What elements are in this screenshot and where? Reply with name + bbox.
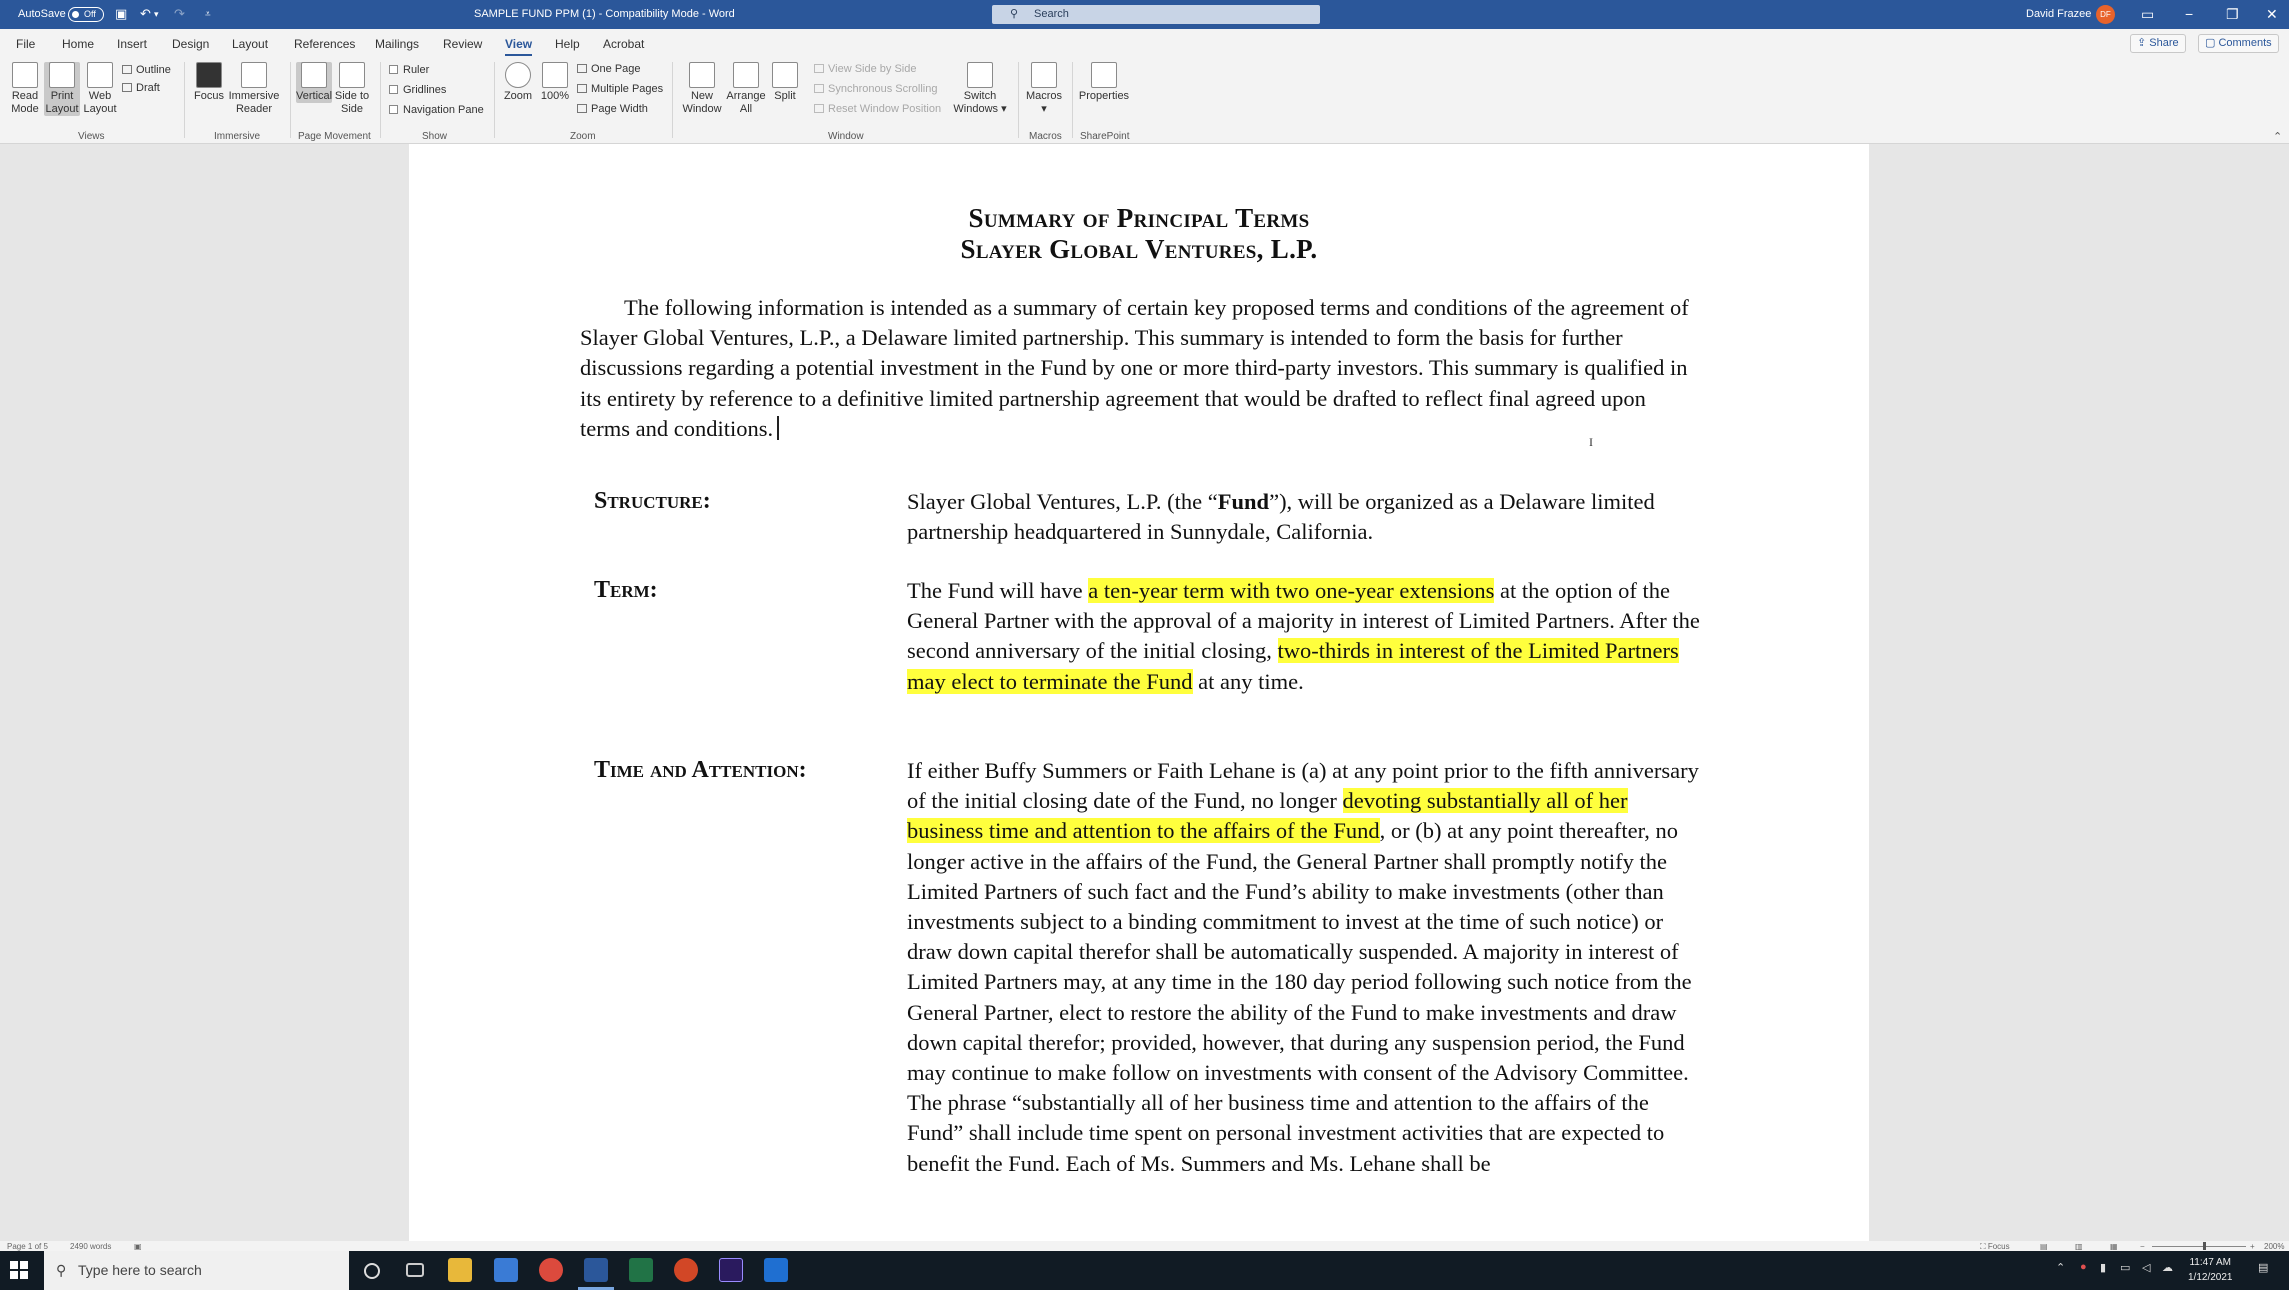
avatar[interactable]: DF (2096, 5, 2115, 24)
tab-acrobat[interactable]: Acrobat (603, 37, 645, 51)
focus-icon (196, 62, 222, 88)
magnifier-icon (505, 62, 531, 88)
zoom-100-button[interactable]: 100% (538, 62, 572, 103)
immersive-reader-button[interactable]: Immersive Reader (228, 62, 280, 116)
gridlines-check (389, 85, 398, 94)
undo-icon[interactable]: ↶ (140, 6, 151, 21)
read-mode-view-icon[interactable]: ▤ (2040, 1242, 2048, 1251)
immersive-reader-icon (241, 62, 267, 88)
zoom-out-icon[interactable]: − (2140, 1242, 2145, 1251)
cloud-icon[interactable]: ☁ (2162, 1262, 2173, 1274)
switch-windows-icon (967, 62, 993, 88)
tab-design[interactable]: Design (172, 37, 210, 51)
taskbar (0, 1251, 2289, 1290)
side-to-side-icon (339, 62, 365, 88)
windows-start-icon[interactable] (10, 1261, 28, 1279)
vertical-icon (301, 62, 327, 88)
excel-icon[interactable] (629, 1258, 653, 1282)
text-cursor (777, 416, 779, 440)
search-icon: ⚲ (1010, 8, 1019, 20)
word-count[interactable]: 2490 words (70, 1242, 112, 1251)
macros-button[interactable]: Macros ▾ (1024, 62, 1064, 116)
group-divider (494, 62, 495, 138)
redo-icon[interactable]: ↷ (174, 6, 185, 21)
highlighted-text: a ten-year term with two one-year extensions (1088, 578, 1495, 603)
gridlines-checkbox[interactable]: Gridlines (389, 84, 446, 96)
autosave-label: AutoSave (18, 8, 66, 20)
navigation-pane-checkbox[interactable]: Navigation Pane (389, 104, 484, 116)
web-layout-view-icon[interactable]: ▦ (2110, 1242, 2118, 1251)
ruler-check (389, 65, 398, 74)
view-side-by-side-icon (814, 64, 824, 73)
one-page-button[interactable]: One Page (577, 63, 641, 75)
read-mode-icon (12, 62, 38, 88)
new-window-button[interactable]: New Window (680, 62, 724, 116)
search-icon: ⚲ (56, 1262, 67, 1278)
mail-icon[interactable] (494, 1258, 518, 1282)
highlighted-text: devoting substantially all of her business time and attention to the affairs of the Fund (907, 788, 1628, 844)
group-divider (1072, 62, 1073, 138)
defined-term-fund: Fund (1217, 489, 1270, 514)
intro-paragraph: The following information is intended as a summary of certain key proposed terms and conditions of the agreement of Slayer Global Ventures, L.P., a Delaware limited partnership. This summary is intended to form the basis for further discussions regarding a potential investment in the Fund by one or more third-party investors. This summary is qualified in its entirety by reference to a definitive limited partnership agreement that would be drafted to reflect final agreed upon terms and conditions. (580, 295, 1689, 441)
outline-button[interactable]: Outline (122, 64, 171, 76)
web-layout-button[interactable]: Web Layout (82, 62, 118, 116)
clock-date: 1/12/2021 (2188, 1272, 2233, 1283)
group-label-zoom: Zoom (570, 131, 596, 142)
multiple-pages-button[interactable]: Multiple Pages (577, 83, 663, 95)
tab-layout[interactable]: Layout (232, 37, 269, 51)
new-window-icon (689, 62, 715, 88)
proofing-icon[interactable]: ▣ (134, 1242, 142, 1251)
group-label-window: Window (828, 131, 864, 142)
system-clock[interactable] (2188, 1255, 2233, 1285)
customize-quick-access-icon[interactable]: ⩡ (205, 9, 211, 20)
reset-window-position-button[interactable]: Reset Window Position (814, 103, 941, 115)
view-side-by-side-button[interactable]: View Side by Side (814, 63, 916, 75)
document-title-line-1: Summary of Principal Terms (968, 203, 1310, 233)
term-body-time-and-attention: If either Buffy Summers or Faith Lehane is (a) at any point prior to the fifth anniversary of the initial closing date of the Fund, no longer devoting substantially all of her business time and attention to the affairs of the Fund, or (b) at any point thereafter, no longer active in the affairs of the Fund, the General Partner shall promptly notify the Limited Partners of such fact and the Fund’s ability to make investments (other than investments subject to a binding commitment to invest at the time of such notice) or draw down capital therefor shall be automatically suspended. A majority in interest of Limited Partners may, at any time in the 180 day period following such notice from the General Partner, elect to restore the ability of the Fund to make investments and draw down capital therefor; provided, however, that during any suspension period, the Fund may continue to make follow on investments with consent of the Advisory Committee. The phrase “substantially all of her business time and attention to the affairs of the Fund” shall include time spent on personal investment activities that are expected to benefit the Fund. Each of Ms. Summers and Ms. Lehane shall be (907, 758, 1699, 1176)
tab-file[interactable]: File (16, 37, 36, 51)
draft-button[interactable]: Draft (122, 82, 160, 94)
synchronous-scrolling-button[interactable]: Synchronous Scrolling (814, 83, 937, 95)
outline-icon (122, 65, 132, 74)
taskbar-search-box[interactable] (44, 1251, 349, 1290)
group-divider (380, 62, 381, 138)
draft-icon (122, 83, 132, 92)
read-mode-button[interactable]: Read Mode (8, 62, 42, 116)
document-canvas[interactable] (0, 144, 2289, 1241)
network-icon[interactable]: ▭ (2120, 1262, 2131, 1274)
page-count[interactable]: Page 1 of 5 (7, 1242, 48, 1251)
focus-button[interactable]: Focus (192, 62, 226, 103)
group-label-page-movement: Page Movement (298, 131, 371, 142)
print-layout-icon (49, 62, 75, 88)
print-layout-button[interactable]: Print Layout (44, 62, 80, 116)
search-box[interactable] (992, 5, 1320, 24)
one-page-icon (577, 64, 587, 73)
title-bar (0, 0, 2289, 29)
switch-windows-button[interactable]: Switch Windows ▾ (950, 62, 1010, 116)
ribbon-display-options-icon[interactable]: ▭ (2141, 6, 2155, 22)
arrange-all-icon (733, 62, 759, 88)
group-label-immersive: Immersive (214, 131, 261, 142)
document-page[interactable] (409, 144, 1869, 1241)
group-label-show: Show (422, 131, 448, 142)
comment-icon: ▢ (2205, 37, 2219, 49)
chevron-down-icon: ▾ (998, 103, 1007, 115)
restore-icon[interactable]: ❐ (2226, 6, 2239, 22)
properties-button[interactable]: Properties (1076, 62, 1132, 103)
tray-chevron-up-icon[interactable]: ⌃ (2056, 1262, 2066, 1274)
close-icon[interactable]: ✕ (2266, 6, 2278, 22)
navigation-pane-check (389, 105, 398, 114)
multiple-pages-icon (577, 84, 587, 93)
term-label-term: Term: (594, 577, 658, 603)
user-name[interactable]: David Frazee (2026, 8, 2092, 20)
term-body-term: The Fund will have a ten-year term with two one-year extensions at the option of the General Partner with the approval of a majority in interest of Limited Partners. After the second anniversary of the initial closing, two-thirds in interest of the Limited Partners may elect to terminate the Fund at any time. (907, 578, 1700, 694)
group-divider (1018, 62, 1019, 138)
save-icon[interactable]: ▣ (115, 6, 128, 21)
file-explorer-icon[interactable] (448, 1258, 472, 1282)
ibeam-cursor-icon: I (1589, 435, 1593, 449)
microphone-icon[interactable]: ▮ (2100, 1262, 2107, 1274)
group-label-sharepoint: SharePoint (1080, 131, 1130, 142)
chrome-icon[interactable] (539, 1258, 563, 1282)
status-bar (0, 1241, 2289, 1251)
taskbar-search-placeholder: Type here to search (78, 1262, 202, 1278)
cortana-icon[interactable] (364, 1263, 380, 1279)
group-divider (184, 62, 185, 138)
term-label-structure: Structure: (594, 488, 711, 514)
search-placeholder: Search (1034, 8, 1069, 20)
side-to-side-button[interactable]: Side to Side (334, 62, 370, 116)
group-label-views: Views (78, 131, 105, 142)
tab-review[interactable]: Review (443, 37, 483, 51)
comments-button[interactable]: ▢ Comments (2198, 34, 2279, 53)
properties-icon (1091, 62, 1117, 88)
focus-icon: ⛶ (1980, 1242, 1988, 1251)
volume-icon[interactable]: ◁ (2142, 1262, 2151, 1274)
ribbon (0, 58, 2289, 144)
tray-app-icon[interactable]: ● (2080, 1261, 2087, 1273)
split-icon (772, 62, 798, 88)
ribbon-tabs (0, 29, 2289, 58)
synchronous-scrolling-icon (814, 84, 824, 93)
zoom-slider[interactable] (2152, 1246, 2246, 1247)
tab-mailings[interactable]: Mailings (375, 37, 420, 51)
word-icon[interactable] (584, 1258, 608, 1282)
autosave-toggle[interactable]: Off (68, 7, 104, 22)
reset-window-position-icon (814, 104, 824, 113)
collapse-ribbon-icon[interactable]: ⌃ (2273, 131, 2283, 143)
undo-dropdown-icon[interactable]: ▾ (154, 9, 159, 19)
tab-references[interactable]: References (294, 37, 356, 51)
highlighted-text: two-thirds in interest of the Limited Partners may elect to terminate the Fund (907, 638, 1679, 694)
powerpoint-icon[interactable] (674, 1258, 698, 1282)
zoom-100-icon (542, 62, 568, 88)
group-divider (290, 62, 291, 138)
group-divider (672, 62, 673, 138)
group-label-macros: Macros (1029, 131, 1062, 142)
tab-view[interactable]: View (505, 37, 533, 51)
document-title: SAMPLE FUND PPM (1) - Compatibility Mode - Word (474, 8, 735, 20)
vertical-button[interactable]: Vertical (296, 62, 332, 103)
zoom-in-icon[interactable]: + (2250, 1242, 2255, 1251)
web-layout-icon (87, 62, 113, 88)
term-body-structure: Slayer Global Ventures, L.P. (the “Fund”), will be organized as a Delaware limited partnership headquartered in Sunnydale, California. (907, 489, 1655, 545)
document-title-line-2: Slayer Global Ventures, L.P. (960, 234, 1318, 264)
tab-home[interactable]: Home (62, 37, 95, 51)
premiere-pro-icon[interactable] (719, 1258, 743, 1282)
zoom-slider-thumb[interactable] (2203, 1242, 2206, 1250)
split-button[interactable]: Split (768, 62, 802, 103)
chevron-down-icon: ▾ (1041, 103, 1047, 115)
print-layout-view-icon[interactable]: ▥ (2075, 1242, 2083, 1251)
share-button[interactable]: ⇪ Share (2130, 34, 2186, 53)
macros-icon (1031, 62, 1057, 88)
minimize-icon[interactable]: − (2185, 6, 2194, 22)
ruler-checkbox[interactable]: Ruler (389, 64, 429, 76)
tab-help[interactable]: Help (555, 37, 580, 51)
share-icon: ⇪ (2137, 37, 2150, 49)
arrange-all-button[interactable]: Arrange All (726, 62, 766, 116)
app-grid-icon[interactable] (764, 1258, 788, 1282)
clock-time: 11:47 AM (2189, 1257, 2231, 1268)
tab-insert[interactable]: Insert (117, 37, 148, 51)
term-label-time-and-attention: Time and Attention: (594, 757, 807, 783)
zoom-level[interactable]: 200% (2264, 1242, 2285, 1251)
page-width-icon (577, 104, 587, 113)
focus-mode-button[interactable]: ⛶ Focus (1980, 1242, 2010, 1251)
task-view-icon[interactable] (406, 1263, 424, 1277)
notifications-icon[interactable]: ▤ (2258, 1262, 2269, 1274)
page-width-button[interactable]: Page Width (577, 103, 648, 115)
zoom-button[interactable]: Zoom (500, 62, 536, 103)
